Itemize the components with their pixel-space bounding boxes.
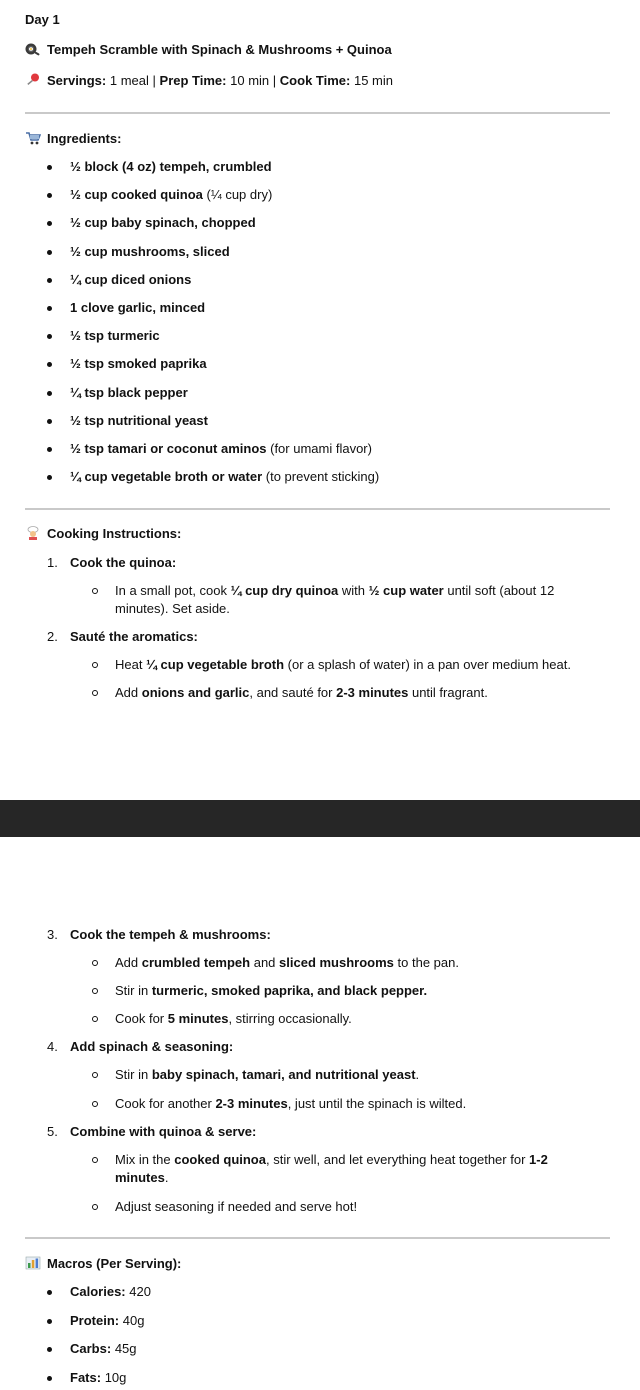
ingredient-item	[70, 412, 208, 430]
bold-text: Calories:	[70, 1284, 126, 1299]
text: In a small pot, cook	[115, 583, 231, 598]
bold-text: sliced mushrooms	[279, 955, 394, 970]
hollow-bullet-icon	[92, 960, 98, 966]
step-title	[70, 1038, 233, 1056]
bullet-icon	[47, 362, 52, 367]
bullet-icon	[47, 419, 52, 424]
bold-text: Carbs:	[70, 1341, 112, 1356]
step-detail	[115, 684, 585, 702]
text: .	[415, 1067, 420, 1082]
text: Add	[115, 685, 142, 700]
bullet-icon	[47, 1290, 52, 1295]
ingredient-item	[70, 271, 191, 289]
bold-text: turmeric, smoked paprika, and black pepper.	[151, 983, 428, 998]
step-title	[70, 628, 198, 646]
bold-text: ½ tsp tamari or coconut aminos	[70, 441, 267, 456]
hollow-bullet-icon	[92, 690, 98, 696]
shopping-cart-icon	[25, 131, 41, 145]
bold-text: ½ tsp smoked paprika	[70, 356, 207, 372]
bold-text: 5 minutes	[167, 1011, 229, 1026]
text: 4.	[47, 1039, 58, 1054]
bold-text: ½ cup cooked quinoa	[70, 187, 203, 203]
text: Add	[115, 955, 142, 970]
text: .	[164, 1170, 169, 1185]
bold-text: Add spinach & seasoning:	[70, 1039, 234, 1054]
text: with	[338, 583, 369, 598]
text: 10g	[104, 1369, 127, 1385]
step-detail	[115, 1066, 585, 1084]
text: Stir in	[115, 1067, 152, 1082]
bullet-icon	[47, 306, 52, 311]
bold-text: 2-3 minutes	[215, 1096, 288, 1111]
bullet-icon	[47, 475, 52, 480]
text: to the pan.	[393, 955, 459, 970]
step-number	[47, 1123, 58, 1141]
text: (¼ cup dry)	[202, 187, 273, 203]
bold-text: ½ tsp turmeric	[70, 328, 160, 344]
ingredient-item	[70, 299, 205, 317]
text: 40g	[122, 1312, 145, 1328]
ingredient-item	[70, 243, 230, 261]
ingredients-heading: Ingredients:	[25, 130, 121, 148]
step-detail	[115, 1151, 585, 1187]
recipe-title: Tempeh Scramble with Spinach & Mushrooms + Quinoa	[25, 41, 392, 59]
macros-heading: Macros (Per Serving):	[25, 1255, 181, 1273]
bullet-icon	[47, 334, 52, 339]
text: 3.	[47, 927, 58, 942]
text: Stir in	[115, 983, 152, 998]
text: , stir well, and let everything heat together for	[265, 1152, 530, 1167]
text: until fragrant.	[408, 685, 488, 700]
text: , just until the spinach is wilted.	[287, 1096, 467, 1111]
text: (for umami flavor)	[266, 441, 372, 456]
bullet-icon	[47, 250, 52, 255]
ingredient-item	[70, 186, 272, 204]
hollow-bullet-icon	[92, 1157, 98, 1163]
hollow-bullet-icon	[92, 1072, 98, 1078]
hollow-bullet-icon	[92, 1204, 98, 1210]
macro-item	[70, 1369, 126, 1387]
bullet-icon	[47, 1319, 52, 1324]
text: (or a splash of water) in a pan over medium heat.	[284, 657, 571, 672]
step-number	[47, 1038, 58, 1056]
recipe-meta: Servings: 1 meal | Prep Time: 10 min | Cook Time: 15 min	[25, 72, 393, 90]
bullet-icon	[47, 278, 52, 283]
bold-text: ¼ cup dry quinoa	[230, 583, 339, 598]
ingredient-item	[70, 158, 272, 176]
macro-item	[70, 1340, 137, 1358]
divider	[25, 112, 610, 114]
bold-text: ½ tsp nutritional yeast	[70, 412, 208, 428]
step-detail	[115, 656, 585, 674]
step-title	[70, 554, 176, 572]
day-label: Day 1	[25, 12, 60, 27]
step-title	[70, 1123, 256, 1141]
step-detail	[115, 982, 585, 1000]
text: 1.	[47, 555, 58, 570]
step-title	[70, 926, 271, 944]
bullet-icon	[47, 1376, 52, 1381]
bold-text: crumbled tempeh	[141, 955, 251, 970]
step-number	[47, 554, 58, 572]
macro-item	[70, 1312, 144, 1330]
ingredient-item	[70, 355, 207, 373]
step-detail	[115, 1198, 585, 1216]
bold-text: Cook the tempeh & mushrooms:	[70, 927, 271, 942]
bold-text: baby spinach, tamari, and nutritional yeast	[151, 1067, 416, 1082]
bullet-icon	[47, 1347, 52, 1352]
hollow-bullet-icon	[92, 588, 98, 594]
ingredient-item	[70, 440, 372, 458]
ingredient-item	[70, 468, 379, 486]
bar-chart-icon	[25, 1256, 41, 1270]
bullet-icon	[47, 447, 52, 452]
bold-text: ¼ cup vegetable broth	[146, 657, 285, 672]
text: and	[250, 955, 280, 970]
text: , stirring occasionally.	[228, 1011, 352, 1026]
frying-pan-icon	[25, 42, 41, 56]
divider	[25, 1237, 610, 1239]
text: Mix in the	[115, 1152, 175, 1167]
step-detail	[115, 1010, 585, 1028]
bold-text: Fats:	[70, 1369, 102, 1385]
hollow-bullet-icon	[92, 662, 98, 668]
bold-text: Sauté the aromatics:	[70, 629, 198, 644]
step-detail	[115, 954, 585, 972]
hollow-bullet-icon	[92, 1016, 98, 1022]
document-page-2	[0, 837, 640, 1390]
ingredient-item	[70, 214, 256, 232]
bullet-icon	[47, 193, 52, 198]
text: 5.	[47, 1124, 58, 1139]
step-detail	[115, 582, 585, 618]
bold-text: ½ cup mushrooms, sliced	[70, 243, 230, 259]
bold-text: ¼ tsp black pepper	[70, 384, 188, 400]
chef-icon	[25, 526, 41, 540]
bullet-icon	[47, 391, 52, 396]
bold-text: 2-3 minutes	[336, 685, 409, 700]
macro-item	[70, 1283, 151, 1301]
text: Cook for	[115, 1011, 168, 1026]
step-detail	[115, 1095, 585, 1113]
bold-text: 1 clove garlic, minced	[70, 300, 206, 315]
bold-text: ½ block (4 oz) tempeh, crumbled	[70, 159, 272, 174]
hollow-bullet-icon	[92, 988, 98, 994]
text: , and sauté for	[249, 685, 337, 700]
ingredient-item	[70, 384, 188, 402]
text: 2.	[47, 629, 58, 644]
text: until soft (about 12 minutes). Set aside.	[115, 583, 555, 616]
bold-text: ½ cup baby spinach, chopped	[70, 215, 256, 231]
step-number	[47, 926, 58, 944]
hollow-bullet-icon	[92, 1101, 98, 1107]
ingredient-item	[70, 327, 160, 345]
bold-text: ½ cup water	[368, 583, 444, 598]
bullet-icon	[47, 221, 52, 226]
text: Adjust seasoning if needed and serve hot!	[115, 1199, 358, 1214]
text: (to prevent sticking)	[262, 469, 380, 485]
text: Cook for another	[115, 1096, 216, 1111]
bold-text: cooked quinoa	[174, 1152, 266, 1167]
text: Heat	[115, 657, 147, 672]
step-number	[47, 628, 58, 646]
bold-text: onions and garlic	[141, 685, 250, 700]
bullet-icon	[47, 165, 52, 170]
instructions-heading: Cooking Instructions:	[25, 525, 181, 543]
pushpin-icon	[25, 73, 41, 87]
bold-text: Protein:	[70, 1312, 120, 1328]
page-break	[0, 800, 640, 837]
text: 420	[129, 1284, 151, 1299]
divider	[25, 508, 610, 510]
bold-text: ¼ cup vegetable broth or water	[70, 469, 263, 485]
bold-text: Combine with quinoa & serve:	[70, 1124, 257, 1139]
bold-text: 1-2 minutes	[115, 1152, 548, 1185]
text: 45g	[114, 1341, 137, 1356]
bold-text: Cook the quinoa:	[70, 555, 177, 570]
bold-text: ¼ cup diced onions	[70, 271, 192, 287]
